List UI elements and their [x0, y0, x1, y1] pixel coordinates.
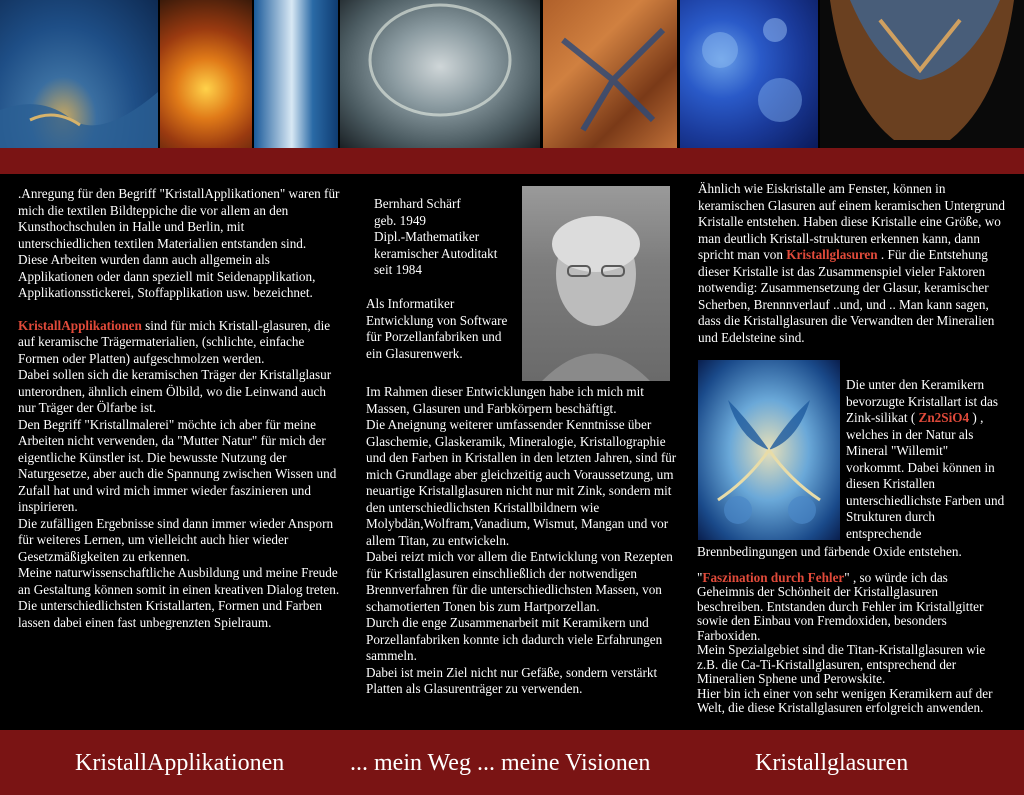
footer-label-kristallglasuren: Kristallglasuren: [755, 750, 909, 776]
right-zinc-text: [846, 377, 1006, 542]
right-paragraph-4: Mein Spezialgebiet sind die Titan-Kristallglasuren wie z.B. die Ca-Ti-Kristallglasuren, entsprechend der Mineralien Sphene und Perowskite.: [697, 642, 986, 686]
middle-column-text: [366, 384, 682, 698]
middle-paragraph-5: Dabei ist mein Ziel nicht nur Gefäße, sondern verstärkt Platten als Glasurenträger zu verwenden.: [366, 664, 658, 696]
middle-paragraph-3: Dabei reizt mich vor allem die Entwicklung von Rezepten für Kristallglasuren einschließlich der notwendigen Brennverfahren für die unterschiedlichsten Massen, von schamotierten Tonen bis zum Hartporzellan.: [366, 549, 673, 614]
right-paragraph-2-text-a: Die unter den Keramikern bevorzugte Kristallart ist das Zink-silikat (: [846, 377, 998, 425]
left-paragraph-2: Diese Arbeiten wurden dann auch allgemein als Applikationen oder dann speziell mit Seidenapplikation, Applikationsstickerei, Stoffapplikation usw. bezeichnet.: [18, 252, 316, 300]
banner-image-crystal-vase: [820, 0, 1024, 148]
middle-paragraph-2: Die Aneignung weiterer umfassender Kenntnisse über Glaschemie, Glaskeramik, Mineralogie, Kristallographie und den Farben in Kristallen in den letzten Jahren, sind für mich Grundlage aber gleichzeitig auch Voraussetzung, um neuartige Kristallglasuren nicht nur mit Zink, sondern mit den unterschiedlichsten Kristallbildnern wie Molybdän,Wolfram,Vanadium, Wismut, Mangan und vor allem Titan, zu entwickeln.: [366, 417, 677, 548]
right-paragraph-1: [698, 181, 1008, 346]
image-banner: [0, 0, 1024, 148]
right-paragraph-2-end: Brennbedingungen und färbende Oxide entstehen.: [697, 544, 962, 559]
banner-image-blue-flower-crystals: [680, 0, 818, 148]
middle-paragraph-4: Durch die enge Zusammenarbeit mit Keramikern und Porzellanfabriken konnte ich dadurch viele Erfahrungen sammeln.: [366, 615, 663, 663]
left-paragraph-7: Meine naturwissenschaftliche Ausbildung und meine Freude an Gestaltung können somit in einen kreativen Dialog treten. Die unterschiedlichsten Kristallarten, Formen und Farben lassen dabei einen fast unbegrenzten Spielraum.: [18, 565, 340, 630]
bio-name: Bernhard Schärf: [374, 196, 461, 211]
banner-image-blue-crystal-glaze: [0, 0, 158, 148]
left-paragraph-5: Den Begriff "Kristallmalerei" möchte ich aber für meine Arbeiten nicht verwenden, da "Mutter Natur" für mich der eigentliche Künstler ist. Die bewusste Nutzung der Naturgesetze, aber auch die Spannung zwischen Wissen und Zufall hat und wird mich immer wieder faszinieren und inspirieren.: [18, 416, 337, 514]
crystal-glaze-image: [698, 360, 840, 540]
left-column-text: [18, 186, 340, 631]
banner-image-orange-crystal-glaze: [160, 0, 252, 148]
left-paragraph-1: .Anregung für den Begriff "KristallApplikationen" waren für mich die textilen Bildteppiche die vor allem an den Kunsthochschulen in Halle und Berlin, mit unterschiedlichen textilen Materialien entstanden sind.: [18, 186, 340, 251]
bio-birth: geb. 1949: [374, 212, 427, 228]
middle-paragraph-1: Im Rahmen dieser Entwicklungen habe ich mich mit Massen, Glasuren und Farbkörpern beschäftigt.: [366, 384, 644, 416]
right-paragraph-3: [697, 571, 1007, 644]
highlight-kristallapplikationen: KristallApplikationen: [18, 317, 142, 333]
info-block: [366, 296, 516, 362]
banner-image-grey-crystal-dish: [340, 0, 540, 148]
left-paragraph-4: Dabei sollen sich die keramischen Träger der Kristallglasur unterordnen, ähnlich einem Ölbild, wo die Leinwand auch nur Träger der Ölfarbe ist.: [18, 367, 332, 415]
right-paragraph-2-text-b: ) , welches in der Natur als Mineral "Willemit" vorkommt. Dabei können in diesen Kristallen unterschiedlichste Farben und Strukturen durch entsprechende: [846, 410, 1005, 541]
right-paragraph-1-text-a: Ähnlich wie Eiskristalle am Fenster, können in keramischen Glasuren auf einem keramischen Untergrund Kristalle entstehen. Haben diese Kristalle eine Größe, wo man deutlich Kristall-strukturen erkennen kann, dann spricht man von: [698, 181, 1005, 262]
top-divider-bar: [0, 148, 1024, 174]
right-column-bottom-text: [697, 544, 1007, 716]
right-paragraph-1-text-b: . Für die Entstehung dieser Kristalle ist das Zusammenspiel vieler Faktoren notwendig: Zusammensetzung der Glasur, keramischer Scherben, Brennnverlauf ..und, und .. Man kann sagen, dass die Kristallglasuren die Verwandten der Mineralien und Edelsteine sind.: [698, 247, 995, 345]
quote-open: ": [697, 569, 703, 585]
info-text: Als Informatiker Entwicklung von Software für Porzellanfabriken und ein Glasurenwerk.: [366, 296, 508, 361]
left-paragraph-3-text: sind für mich Kristall-glasuren, die auf keramische Trägermaterialien, (schlichte, einfache Formen oder Platten) aufgeschmolzen werden.: [18, 317, 331, 366]
right-paragraph-5: Hier bin ich einer von sehr wenigen Keramikern auf der Welt, die diese Kristallglasuren erfolgreich anwenden.: [697, 685, 993, 715]
left-paragraph-3: [18, 318, 340, 368]
highlight-faszination: Faszination durch Fehler: [702, 569, 845, 585]
right-paragraph-2: [846, 377, 1006, 542]
bio-ceramic: keramischer Autoditakt: [374, 245, 498, 261]
banner-image-blue-white-crystal-glaze: [254, 0, 338, 148]
right-column-top-text: [698, 181, 1008, 346]
bio-since: seit 1984: [374, 262, 422, 277]
portrait-photo: [522, 186, 670, 381]
left-paragraph-6: Die zufälligen Ergebnisse sind dann immer wieder Ansporn für weiteres Lernen, um vielleicht auch hier wieder Gesetzmäßigkeiten zu erkennen.: [18, 515, 334, 564]
highlight-zn2sio4: Zn2SiO4: [918, 410, 970, 425]
banner-image-brown-crystal-glaze: [543, 0, 677, 148]
highlight-kristallglasuren: Kristallglasuren: [786, 247, 878, 262]
footer-label-weg-visionen: ... mein Weg ... meine Visionen: [350, 750, 651, 776]
right-paragraph-3-text: " , so würde ich das Geheimnis der Schönheit der Kristallglasuren beschreiben. Entstanden durch Fehler im Kristallgitter sowie den Einbau von Fremdoxiden, besonders Farboxiden.: [697, 569, 984, 643]
footer-label-kristallapplikationen: KristallApplikationen: [75, 750, 285, 776]
bio-block: [374, 196, 519, 279]
bio-degree: Dipl.-Mathematiker: [374, 229, 480, 244]
